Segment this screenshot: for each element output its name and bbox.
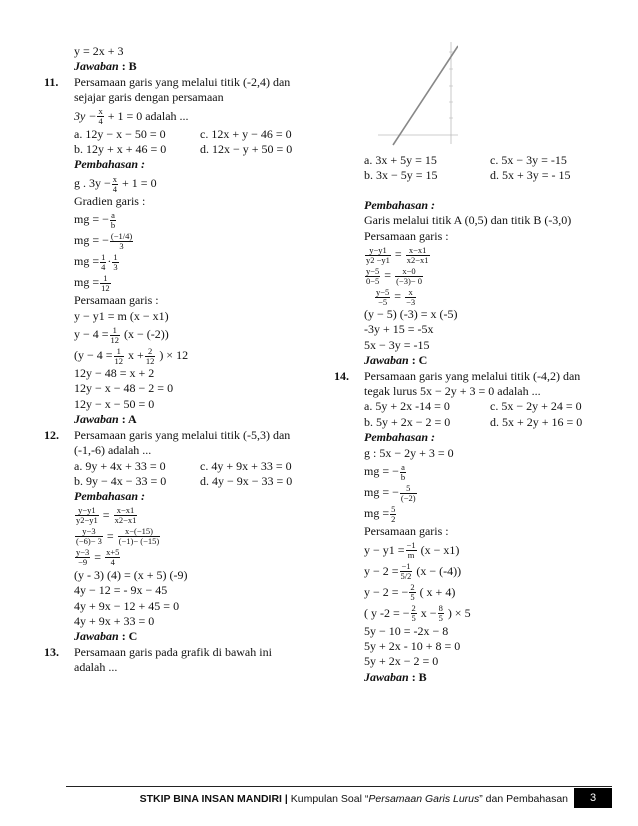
step: $\frac{y-5}{-5}$ = $\frac{x}{-3}$ xyxy=(376,286,416,307)
fraction: $\frac{y-3}{(-6)- 3}$ xyxy=(76,526,102,547)
left-column xyxy=(44,44,306,676)
step: mg = − $\frac{(-1/4)}{3}$ xyxy=(74,231,133,251)
step: Gradien garis : xyxy=(74,193,146,208)
options-11-row2: b. 12y + x + 46 = 0 d. 12x − y + 50 = 0 xyxy=(74,142,293,157)
step: mg = $\frac{1}{12}$ xyxy=(74,273,110,293)
fraction: $\frac{x-(-15)}{(-1)- (-15)}$ xyxy=(118,526,160,547)
step: 12y − 48 = x + 2 xyxy=(74,366,155,381)
fraction: $\frac{2}{12}$ xyxy=(145,345,155,366)
page-footer xyxy=(66,786,612,811)
fraction: $\frac{x}{-3}$ xyxy=(406,286,416,307)
fraction: $\frac{x}{4}$ xyxy=(112,173,118,194)
fraction: $\frac{5}{(-2)}$ xyxy=(400,482,416,503)
question-12: 12. Persamaan garis yang melalui titik (-5,3) dan xyxy=(44,427,291,442)
fraction: $\frac{-1}{m}$ xyxy=(406,540,416,561)
step: mg = − $\frac{5}{(-2)}$ xyxy=(364,482,416,503)
fraction: $\frac{y-5}{0-5}$ xyxy=(366,265,380,286)
step: y − y1 = m (x − x1) xyxy=(74,308,169,323)
page-number: 3 xyxy=(574,788,612,808)
answer-12: Jawaban : C xyxy=(74,629,138,644)
step: Persamaan garis : xyxy=(364,524,449,539)
step: Persamaan garis : xyxy=(364,228,449,243)
options-14-row1: a. 5y + 2x -14 = 0 c. 5x − 2y + 24 = 0 xyxy=(364,399,582,414)
fraction: $\frac{x-x1}{x2-x1}$ xyxy=(114,505,137,526)
question-12-line2: (-1,-6) adalah ... xyxy=(74,443,152,458)
answer-line: y = 2x + 3 xyxy=(74,44,124,58)
step: 5y + 2x − 2 = 0 xyxy=(364,654,439,669)
pembahasan-heading: Pembahasan : xyxy=(74,489,146,504)
step: -3y + 15 = -5x xyxy=(364,322,434,337)
step: mg = $\frac{1}{4}$ · $\frac{1}{3}$ xyxy=(74,252,118,272)
question-11: 11. Persamaan garis yang melalui titik (-2,4) dan xyxy=(44,74,291,89)
answer-10: Jawaban : B xyxy=(74,59,137,74)
spacer xyxy=(334,184,596,198)
question-11-equation: 3y − $\frac{x}{4}$ + 1 = 0 adalah ... xyxy=(74,106,189,127)
pembahasan-heading: Pembahasan : xyxy=(364,197,436,212)
answer-14: Jawaban : B xyxy=(364,669,427,684)
graph-line xyxy=(393,46,458,145)
fraction: $\frac{x}{4}$ xyxy=(98,106,103,127)
fraction: $\frac{x+5}{4}$ xyxy=(106,547,120,568)
fraction: $\frac{a}{b}$ xyxy=(110,210,116,230)
step: g . 3y − $\frac{x}{4}$ + 1 = 0 xyxy=(74,173,157,194)
footer-text: STKIP BINA INSAN MANDIRI | Kumpulan Soal “Persamaan Garis Lurus” dan Pembahasan xyxy=(139,793,568,805)
step: 4y + 9x + 33 = 0 xyxy=(74,613,155,628)
fraction: $\frac{y-y1}{y2-y1}$ xyxy=(76,505,98,526)
step: (y − 4 = $\frac{1}{12}$ x + $\frac{2}{12}$ ) × 12 xyxy=(74,345,189,366)
step: mg = − $\frac{a}{b}$ xyxy=(74,210,116,230)
step: $\frac{y-3}{(-6)- 3}$ = $\frac{x-(-15)}{(-1)- (-15)}$ xyxy=(76,526,160,547)
fraction: $\frac{(-1/4)}{3}$ xyxy=(110,231,133,251)
question-14-line2: tegak lurus 5x − 2y + 3 = 0 adalah ... xyxy=(364,384,541,399)
step: Persamaan garis : xyxy=(74,293,159,308)
line-graph xyxy=(378,38,458,146)
fraction: $\frac{5}{2}$ xyxy=(391,503,396,524)
fraction: $\frac{a}{b}$ xyxy=(400,461,406,482)
fraction: $\frac{1}{3}$ xyxy=(113,252,118,272)
answer-13: Jawaban : C xyxy=(364,353,428,368)
question-14: 14. Persamaan garis yang melalui titik (-4,2) dan xyxy=(334,368,581,383)
step: 5y + 2x - 10 + 8 = 0 xyxy=(364,638,461,653)
step: $\frac{y-3}{-9}$ = $\frac{x+5}{4}$ xyxy=(76,547,120,568)
options-12-row2: b. 9y − 4x − 33 = 0 d. 4y − 9x − 33 = 0 xyxy=(74,473,293,488)
fraction: $\frac{-1}{5/2}$ xyxy=(400,561,412,582)
step: (y − 5) (-3) = x (-5) xyxy=(364,307,458,322)
fraction: $\frac{8}{5}$ xyxy=(438,603,443,624)
step: y − 2 = − $\frac{2}{5}$ ( x + 4) xyxy=(364,582,456,603)
fraction: $\frac{1}{12}$ xyxy=(114,345,124,366)
step: y − y1 = $\frac{-1}{m}$ (x − x1) xyxy=(364,540,460,561)
fraction: $\frac{y-3}{-9}$ xyxy=(76,547,90,568)
step: Garis melalui titik A (0,5) dan titik B (-3,0) xyxy=(364,213,572,228)
pembahasan-heading: Pembahasan : xyxy=(364,430,436,445)
options-13-row2: b. 3x − 5y = 15 d. 5x + 3y = - 15 xyxy=(364,168,571,183)
fraction: $\frac{2}{5}$ xyxy=(411,603,416,624)
fraction: $\frac{y-5}{-5}$ xyxy=(376,286,390,307)
right-column xyxy=(334,153,596,685)
fraction: $\frac{1}{12}$ xyxy=(110,324,120,345)
step: ( y -2 = − $\frac{2}{5}$ x − $\frac{8}{5}$ ) × 5 xyxy=(364,603,471,624)
fraction: $\frac{1}{12}$ xyxy=(101,273,110,293)
step: 12y − x − 50 = 0 xyxy=(74,396,155,411)
pembahasan-heading: Pembahasan : xyxy=(74,157,146,172)
question-13: 13. Persamaan garis pada grafik di bawah ini xyxy=(44,644,272,659)
step: 12y − x − 48 − 2 = 0 xyxy=(74,381,174,396)
step: g : 5x − 2y + 3 = 0 xyxy=(364,445,454,460)
question-11-line2: sejajar garis dengan persamaan xyxy=(74,90,224,105)
step: mg = − $\frac{a}{b}$ xyxy=(364,461,406,482)
step: 4y + 9x − 12 + 45 = 0 xyxy=(74,598,180,613)
step: mg = $\frac{5}{2}$ xyxy=(364,503,396,524)
step: $\frac{y-y1}{y2 -y1}$ = $\frac{x-x1}{x2-x1}$ xyxy=(366,244,429,265)
options-14-row2: b. 5y + 2x − 2 = 0 d. 5x + 2y + 16 = 0 xyxy=(364,414,583,429)
step: y − 2 = $\frac{-1}{5/2}$ (x − (-4)) xyxy=(364,561,462,582)
step: $\frac{y-5}{0-5}$ = $\frac{x-0}{(-3)- 0}$ xyxy=(366,265,422,286)
step: y − 4 = $\frac{1}{12}$ (x − (-2)) xyxy=(74,324,169,345)
fraction: $\frac{1}{4}$ xyxy=(101,252,106,272)
fraction: $\frac{y-y1}{y2 -y1}$ xyxy=(366,244,390,265)
options-13-row1: a. 3x + 5y = 15 c. 5x − 3y = -15 xyxy=(364,153,567,167)
fraction: $\frac{x-0}{(-3)- 0}$ xyxy=(396,265,422,286)
step: 5x − 3y = -15 xyxy=(364,337,430,352)
options-11-row1: a. 12y − x − 50 = 0 c. 12x + y − 46 = 0 xyxy=(74,126,292,141)
answer-11: Jawaban : A xyxy=(74,412,137,427)
options-12-row1: a. 9y + 4x + 33 = 0 c. 4y + 9x + 33 = 0 xyxy=(74,458,292,473)
step: 5y − 10 = -2x − 8 xyxy=(364,623,449,638)
step: 4y − 12 = - 9x − 45 xyxy=(74,583,168,598)
fraction: $\frac{x-x1}{x2-x1}$ xyxy=(406,244,429,265)
step: $\frac{y-y1}{y2-y1}$ = $\frac{x-x1}{x2-x1}$ xyxy=(76,505,137,526)
fraction: $\frac{2}{5}$ xyxy=(410,582,415,603)
step: (y - 3) (4) = (x + 5) (-9) xyxy=(74,567,188,582)
question-13-line2: adalah ... xyxy=(74,660,118,675)
